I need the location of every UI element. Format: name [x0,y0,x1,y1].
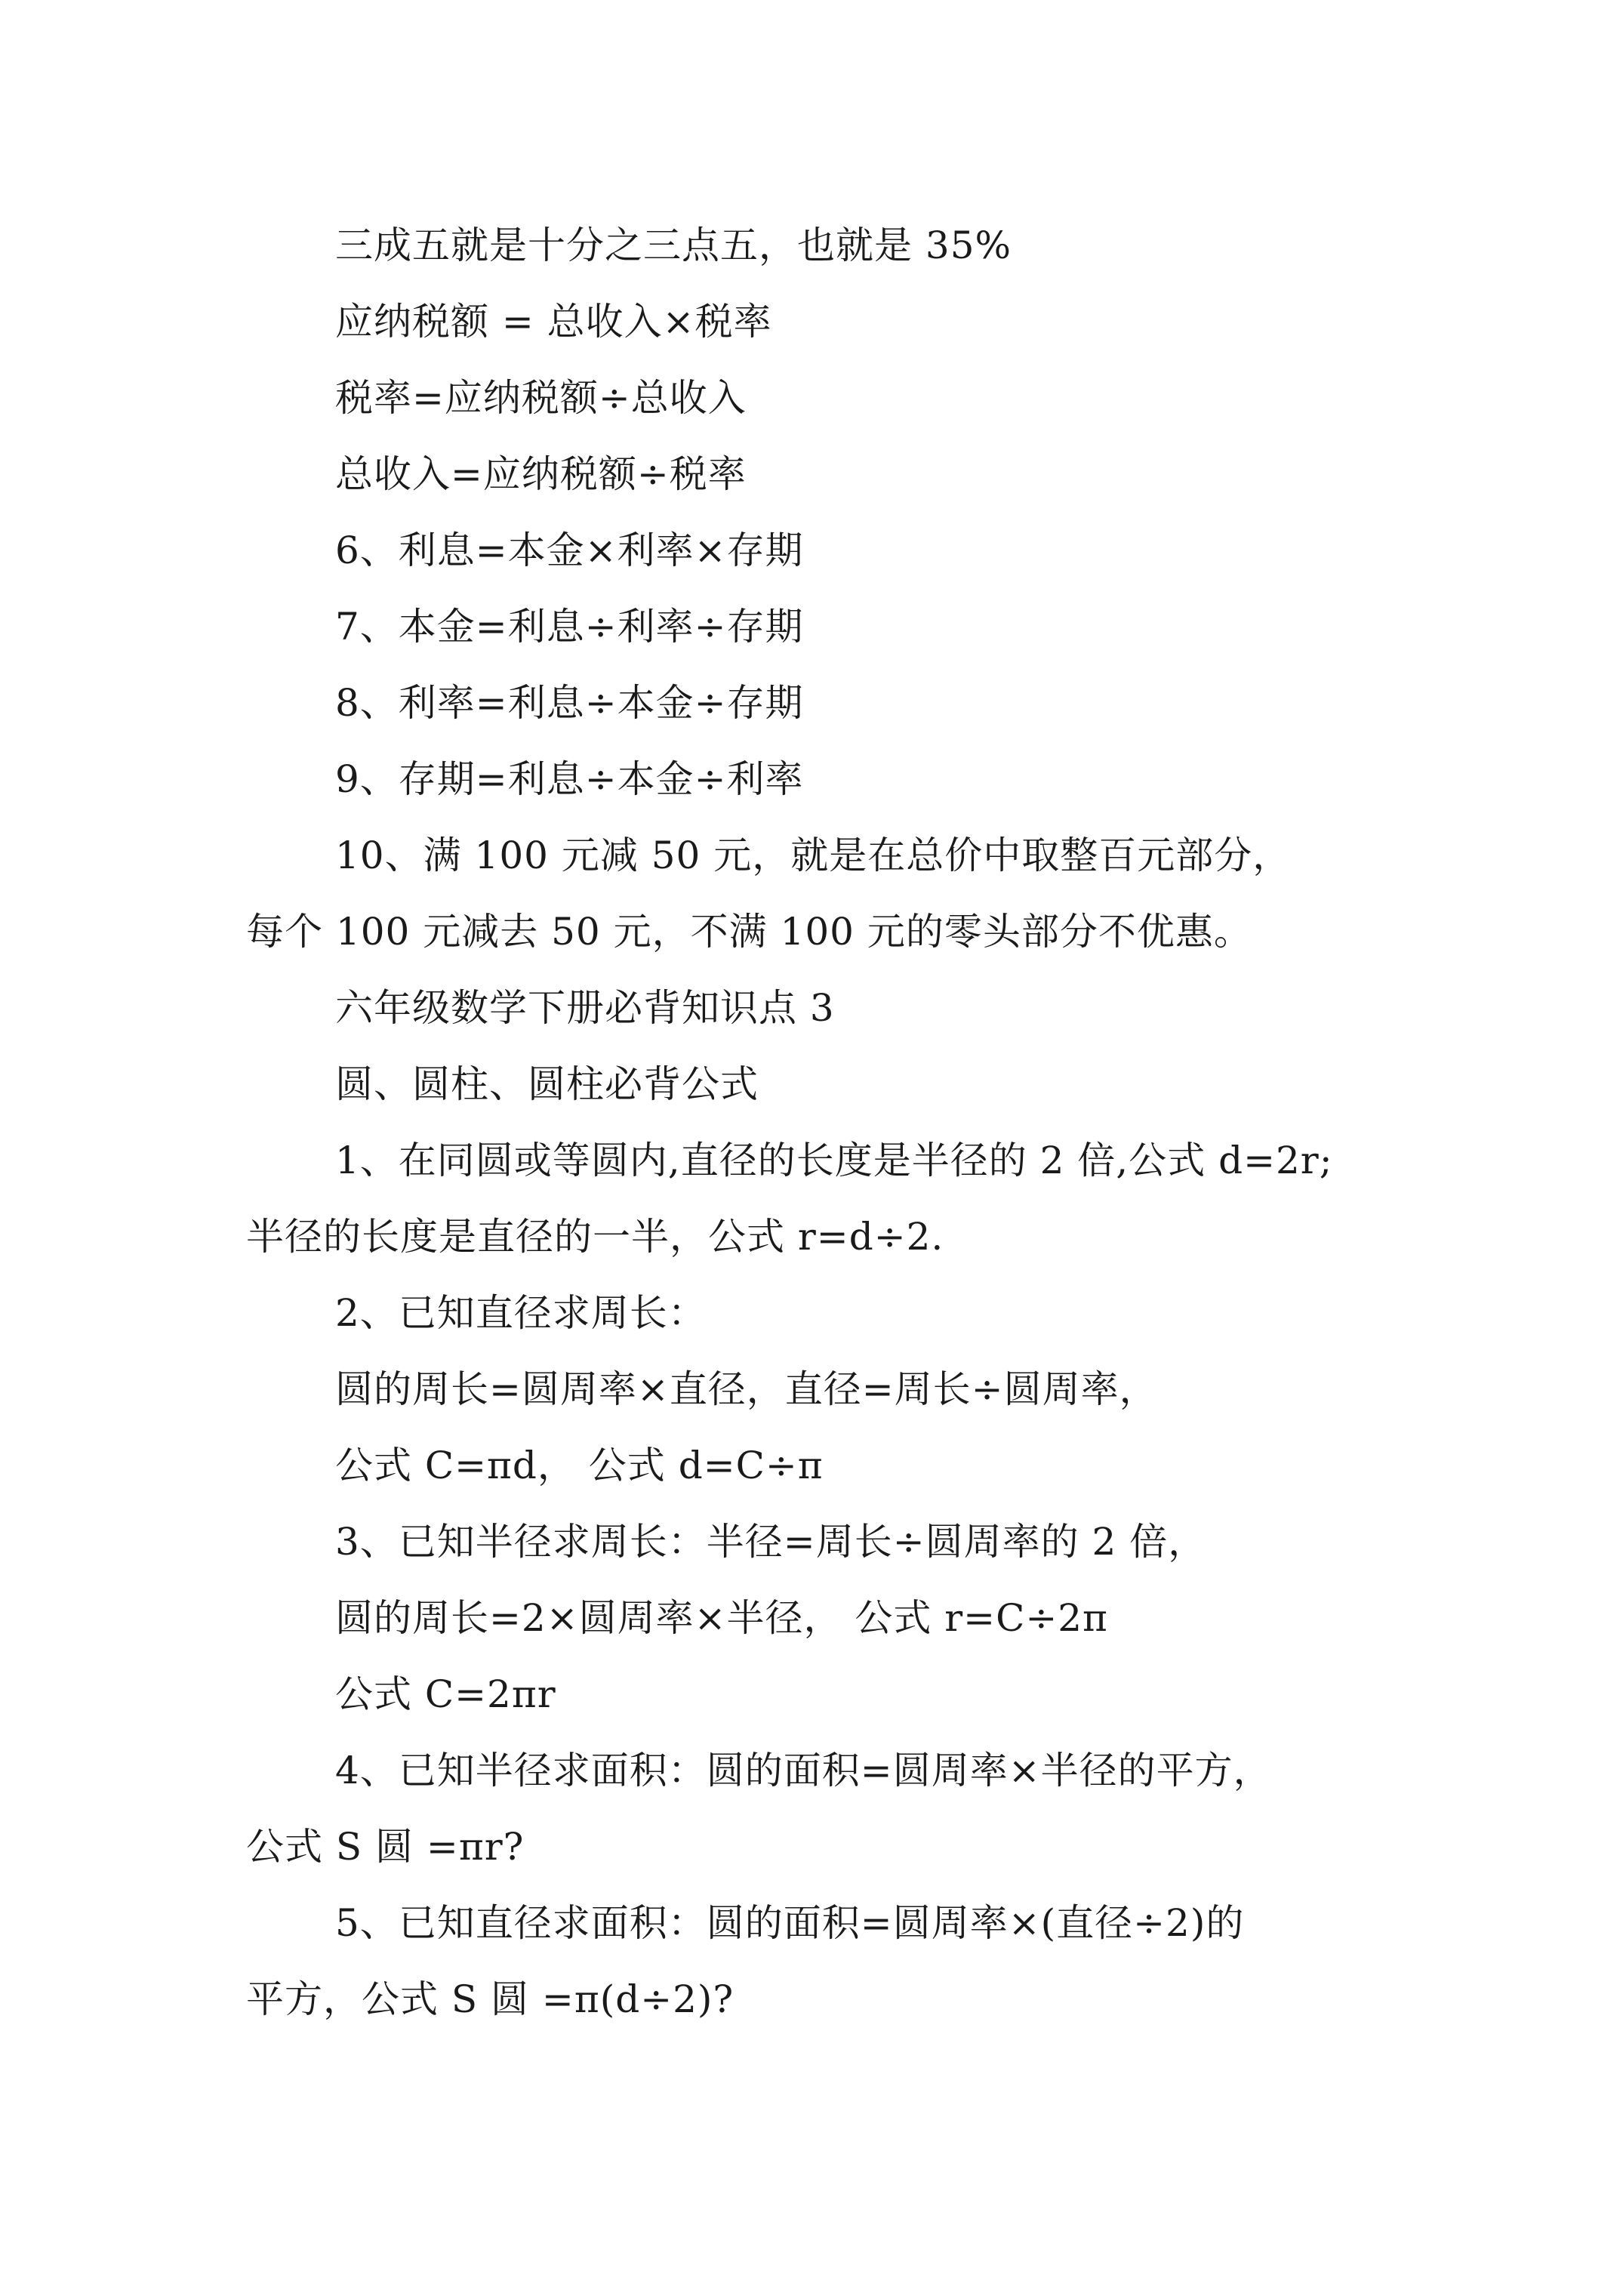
text-line: 10、满 100 元减 50 元，就是在总价中取整百元部分， [335,834,1292,877]
text-line: 2、已知直径求周长： [335,1291,707,1335]
text-line: 8、利率=利息÷本金÷存期 [335,681,804,725]
text-line: 圆的周长=2×圆周率×半径， 公式 r=C÷2π [335,1596,1108,1640]
text-line: 9、存期=利息÷本金÷利率 [335,757,804,801]
text-line: 圆的周长=圆周率×直径，直径=周长÷圆周率， [335,1367,1158,1411]
text-line: 7、本金=利息÷利率÷存期 [335,605,804,649]
text-line: 三成五就是十分之三点五，也就是 35% [335,223,1012,267]
text-line: 公式 C=2πr [335,1672,556,1716]
text-line: 4、已知半径求面积：圆的面积=圆周率×半径的平方， [335,1749,1272,1792]
text-line: 6、利息=本金×利率×存期 [335,529,804,572]
text-line: 平方，公式 S 圆 =π(d÷2)? [246,1977,735,2021]
text-line: 每个 100 元减去 50 元，不满 100 元的零头部分不优惠。 [246,910,1252,954]
text-line: 半径的长度是直径的一半，公式 r=d÷2. [246,1215,944,1259]
text-line: 公式 C=πd， 公式 d=C÷π [335,1444,824,1487]
text-line: 5、已知直径求面积：圆的面积=圆周率×(直径÷2)的 [335,1901,1245,1945]
section-subheading: 圆、圆柱、圆柱必背公式 [335,1062,759,1106]
text-line: 3、已知半径求周长：半径=周长÷圆周率的 2 倍， [335,1520,1207,1564]
text-line: 应纳税额 = 总收入×税率 [335,300,772,344]
text-line: 公式 S 圆 =πr? [246,1825,525,1869]
section-heading: 六年级数学下册必背知识点 3 [335,986,835,1030]
text-line: 总收入=应纳税额÷税率 [335,452,747,496]
text-line: 1、在同圆或等圆内,直径的长度是半径的 2 倍,公式 d=2r; [335,1139,1333,1182]
text-line: 税率=应纳税额÷总收入 [335,376,747,420]
